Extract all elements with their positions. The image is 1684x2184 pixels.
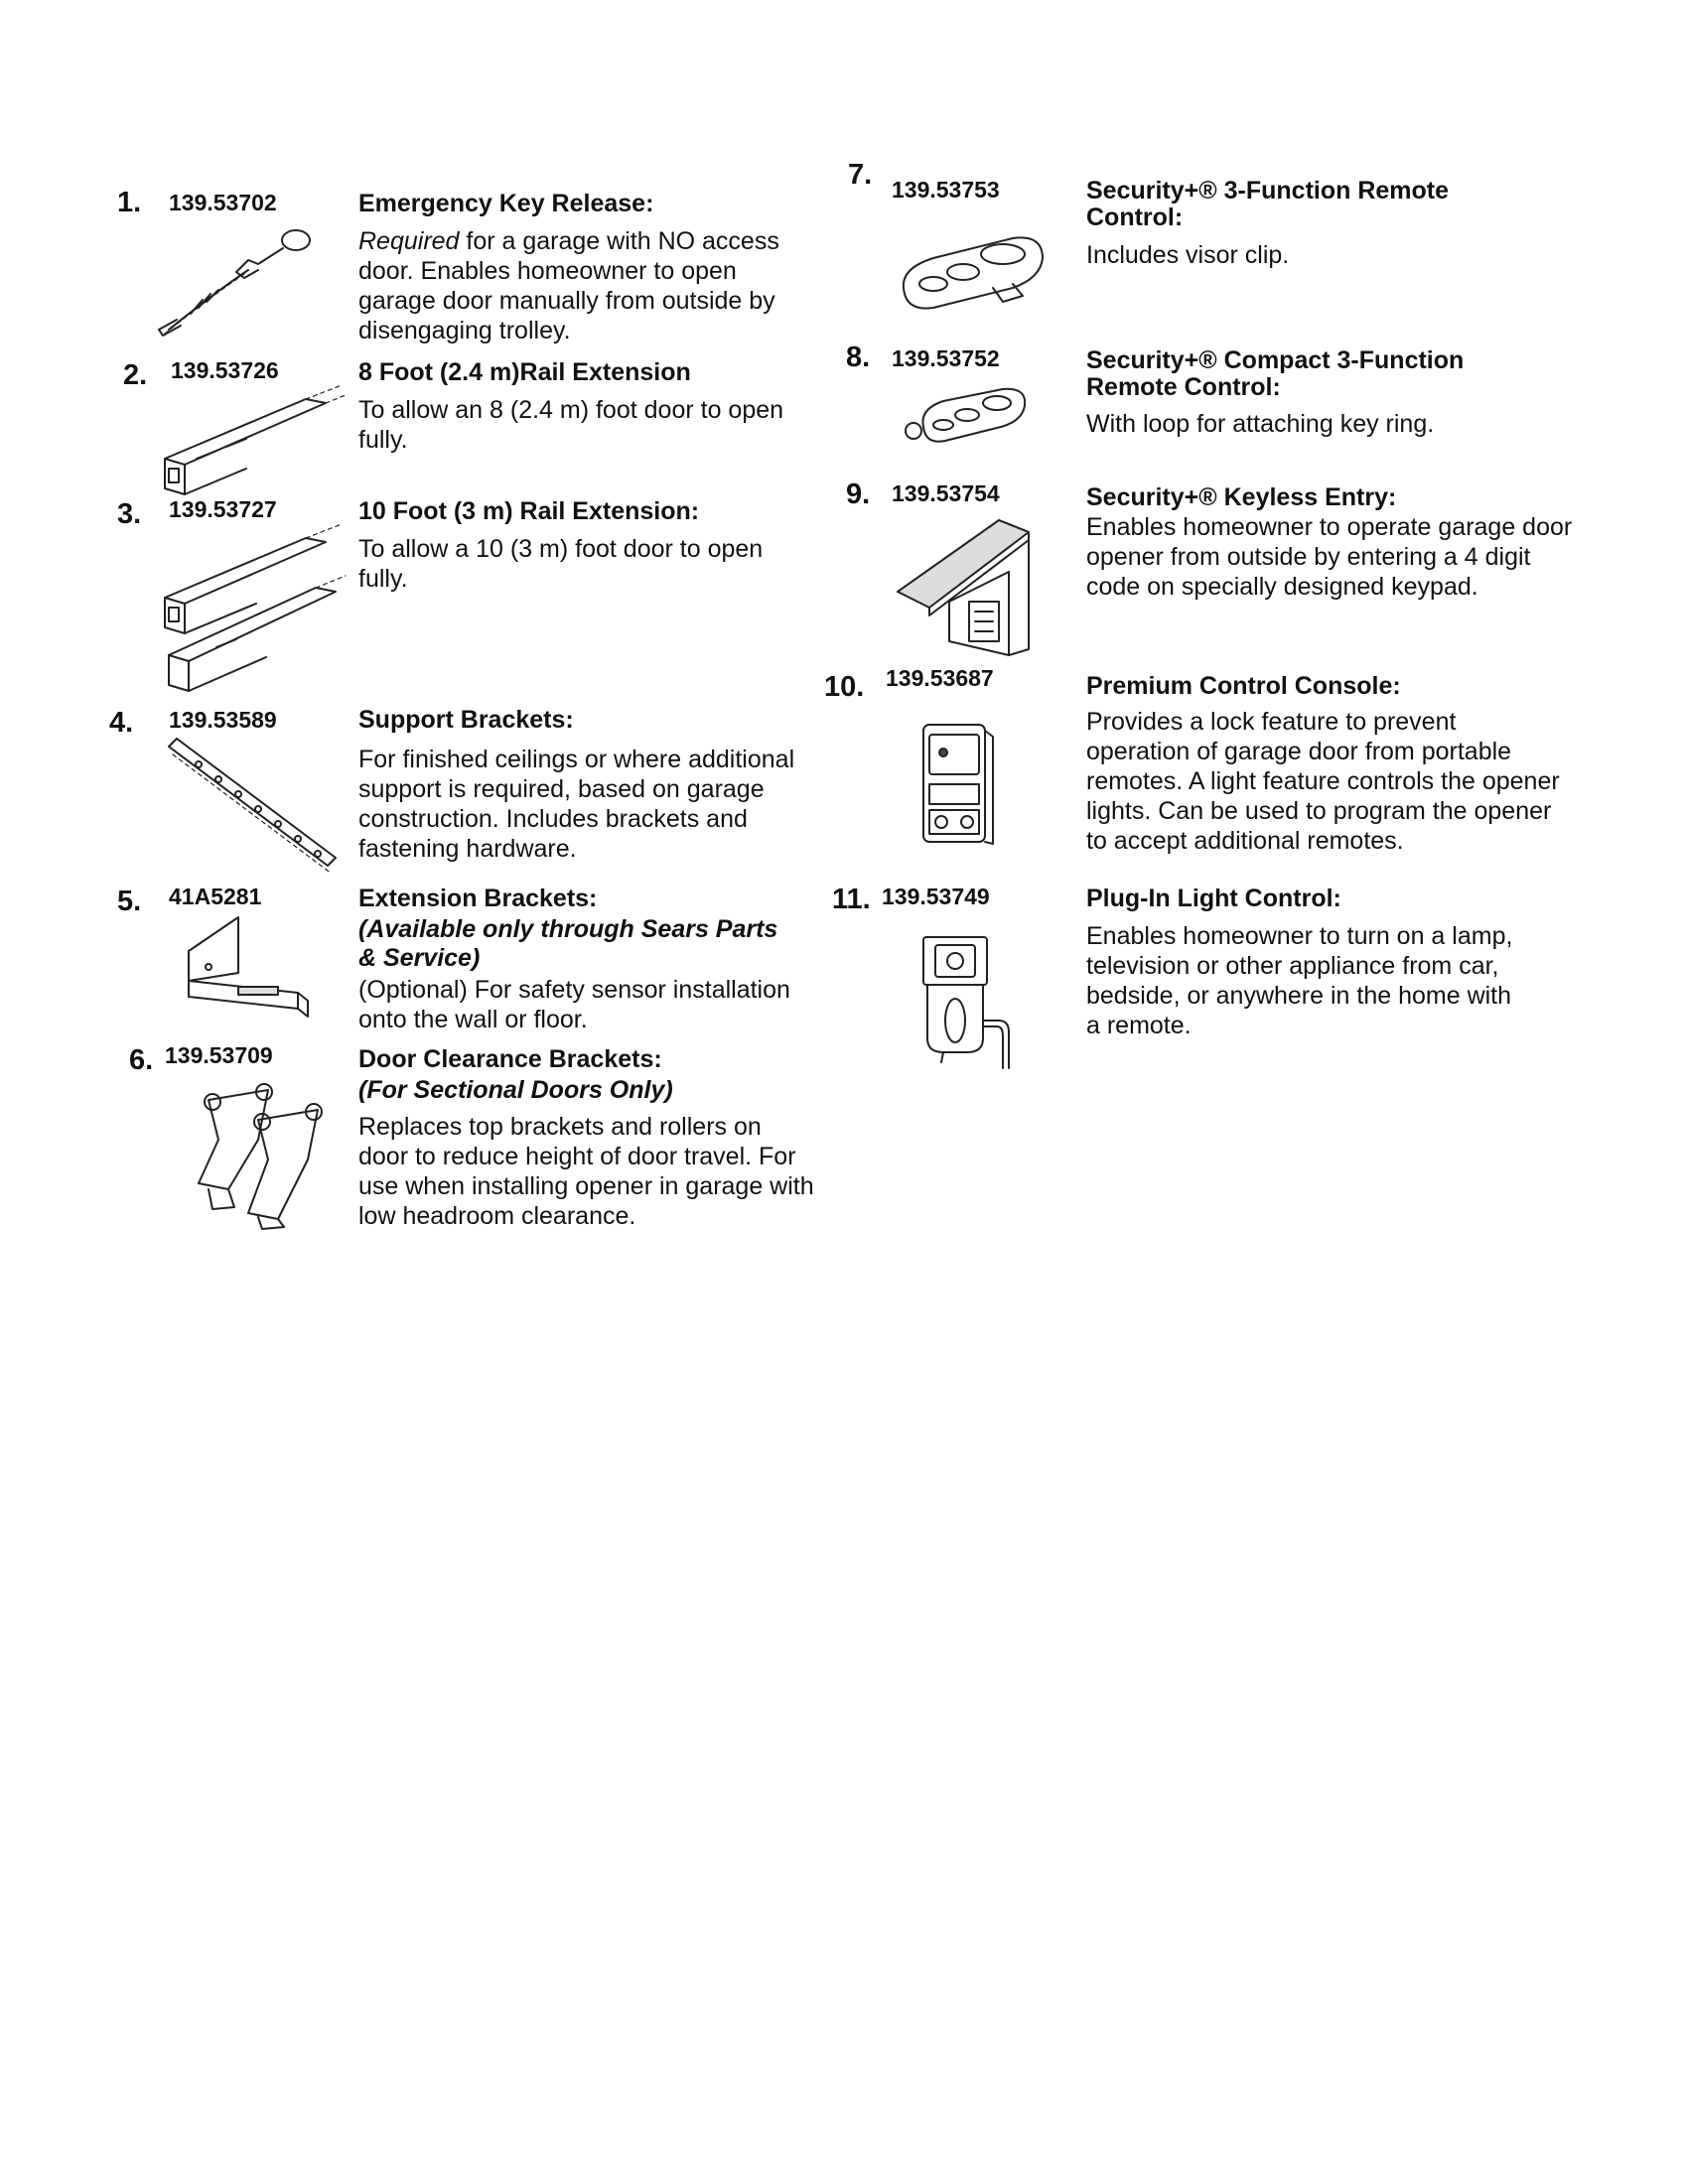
item-number: 6. <box>129 1044 154 1076</box>
key-release-icon <box>149 220 318 340</box>
part-number: 139.53687 <box>886 665 994 691</box>
item-subtitle: (Available only through Sears Parts & Service) <box>358 915 778 972</box>
rail-extension-10ft-icon <box>157 528 346 697</box>
item-title: Support Brackets: <box>358 706 574 734</box>
item-number: 11. <box>832 884 871 915</box>
item-description: With loop for attaching key ring. <box>1086 410 1435 438</box>
item-description: Enables homeowner to turn on a lamp, television or other appliance from car, bedside, or anywhere in the home with a remote. <box>1086 922 1513 1039</box>
item-description-text: for a garage with NO access door. Enables homeowner to open garage door manually from outside by disengaging trolley. <box>358 227 779 344</box>
item-number: 4. <box>109 707 134 739</box>
part-number: 139.53753 <box>892 177 1000 203</box>
item-description: Provides a lock feature to prevent operation of garage door from portable remotes. A light feature controls the opener lights. Can be used to program the opener to accept additional remotes. <box>1086 708 1560 855</box>
plug-in-light-control-icon <box>913 929 1023 1068</box>
compact-remote-icon <box>904 383 1033 453</box>
control-console-icon <box>913 719 1003 848</box>
item-subtitle: (For Sectional Doors Only) <box>358 1076 673 1104</box>
item-title: Security+® Keyless Entry: <box>1086 483 1397 511</box>
item-number: 10. <box>824 671 865 703</box>
item-description: (Optional) For safety sensor installation onto the wall or floor. <box>358 976 790 1033</box>
item-number: 9. <box>846 478 871 510</box>
item-title: Plug-In Light Control: <box>1086 885 1341 912</box>
part-number: 41A5281 <box>169 884 262 909</box>
item-description <box>358 226 795 345</box>
item-description: Enables homeowner to operate garage door opener from outside by entering a 4 digit code on specially designed keypad. <box>1086 513 1573 601</box>
support-bracket-icon <box>159 741 338 880</box>
keyless-entry-keypad-icon <box>890 512 1039 661</box>
door-clearance-bracket-icon <box>179 1080 348 1229</box>
item-description: To allow an 8 (2.4 m) foot door to open fully. <box>358 396 784 454</box>
item-title: Emergency Key Release: <box>358 190 654 217</box>
item-description: Includes visor clip. <box>1086 241 1290 269</box>
part-number: 139.53709 <box>165 1042 273 1068</box>
item-number: 2. <box>123 359 148 391</box>
item-title: 8 Foot (2.4 m)Rail Extension <box>358 358 691 386</box>
item-number: 8. <box>846 341 871 373</box>
item-title: Security+® Compact 3-Function Remote Control: <box>1086 346 1465 401</box>
item-title: Extension Brackets: <box>358 885 598 912</box>
part-number: 139.53749 <box>882 884 990 909</box>
part-number: 139.53726 <box>171 357 279 383</box>
remote-3-function-icon <box>894 228 1052 328</box>
part-number: 139.53727 <box>169 496 277 522</box>
item-number: 5. <box>117 886 142 917</box>
part-number: 139.53702 <box>169 190 277 215</box>
item-title: 10 Foot (3 m) Rail Extension: <box>358 497 700 525</box>
item-description-lead: Required <box>358 227 460 255</box>
rail-extension-8ft-icon <box>157 389 346 498</box>
item-title: Door Clearance Brackets: <box>358 1045 662 1073</box>
part-number: 139.53754 <box>892 480 1000 506</box>
part-number: 139.53589 <box>169 707 277 733</box>
item-number: 7. <box>848 159 873 191</box>
item-description: Replaces top brackets and rollers on door to reduce height of door travel. For use when installing opener in garage with low headroom clearance. <box>358 1113 814 1230</box>
item-description: For finished ceilings or where additional support is required, based on garage construction. Includes brackets and fastening hardware. <box>358 746 795 863</box>
extension-bracket-icon <box>179 911 318 1021</box>
item-number: 3. <box>117 498 142 530</box>
part-number: 139.53752 <box>892 345 1000 371</box>
item-title: Premium Control Console: <box>1086 672 1401 700</box>
item-description: To allow a 10 (3 m) foot door to open fully. <box>358 535 764 593</box>
item-number: 1. <box>117 187 142 218</box>
item-title: Security+® 3-Function Remote Control: <box>1086 177 1450 231</box>
